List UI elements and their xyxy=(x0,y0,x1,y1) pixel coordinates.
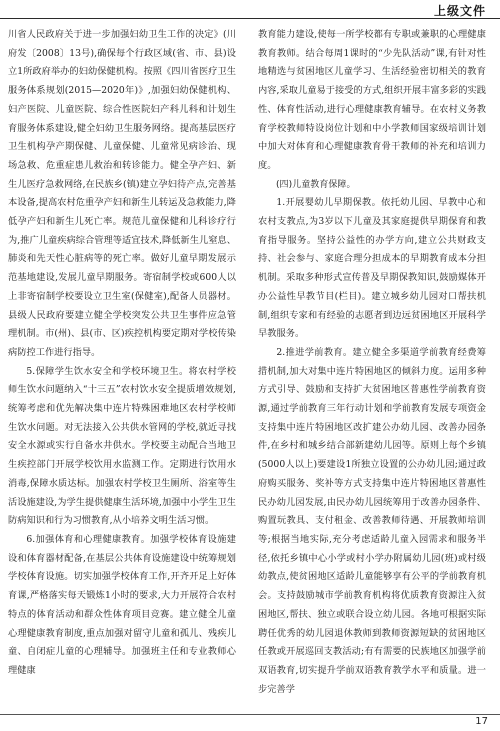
page-number: 17 xyxy=(475,716,488,727)
right-column xyxy=(258,26,486,699)
page-header xyxy=(0,0,500,19)
section-heading: (四)儿童教育保障。 xyxy=(276,179,356,190)
right-paragraph-2: 1.开展婴幼儿早期保教。依托幼儿园、早教中心和农村支教点,为3岁以下儿童及其家庭提供早期保育和教育指导服务。坚持公益性的办学方向,建立公共财政支持、社会参与、家庭合理分担成本的早期教育成本分担机制。采取多种形式宣传普及早期保教知识,鼓励媒体开办公益性早教节目(栏目)。建立城乡幼儿园对口帮扶机制,组织专家和有经验的志愿者到边远贫困地区开展科学早教服务。 xyxy=(258,197,486,340)
footer-rule xyxy=(0,714,500,715)
left-column xyxy=(8,26,236,681)
left-paragraph-2: 5.保障学生饮水安全和学校环境卫生。将农村学校师生饮水问题纳入“十三五”农村饮水安全提质增效规划,统筹考虑和优先解决集中连片特殊困难地区农村学校师生饮水问题。对无法接入公共供水管网的学校,就近寻找安全水源或实行自备水井供水。学校要主动配合当地卫生疾控部门开展学校饮用水监测工作。定期进行饮用水消毒,保障水质达标。加强农村学校卫生厕所、浴室等生活设施建设,为学生提供健康生活环境,加强中小学生卫生防病知识和行为习惯教育,从小培养文明生活习惯。 xyxy=(8,365,236,527)
header-title: 上级文件 xyxy=(433,4,486,18)
left-paragraph-1: 川省人民政府关于进一步加强妇幼卫生工作的决定》(川府发〔2008〕13号),确保每个行政区域(省、市、县)设立1所政府举办的妇幼保健机构。按照《四川省医疗卫生服务体系规划(2015—2020年)》,加强妇幼保健机构、妇产医院、儿童医院、综合性医院妇产科儿科和计划生育服务体系建设,健全妇幼卫生服务网络。提高基层医疗卫生机构孕产期保健、儿童保健、儿童常见病诊治、现场急救、危重症患儿救治和转诊能力。健全孕产妇、新生儿医疗急救网络,在民族乡(镇)建立孕妇待产点,完善基本设备,提高农村危重孕产妇和新生儿转运及急救能力,降低孕产妇和新生儿死亡率。规范儿童保健和儿科诊疗行为,推广儿童疾病综合管理等适宜技术,降低新生儿窒息、肺炎和先天性心脏病等的死亡率。做好儿童早期发展示范基地建设,发展儿童早期服务。寄宿制学校或600人以上非寄宿制学校要设立卫生室(保健室),配备人员器材。县级人民政府要建立健全学校突发公共卫生事件应急管理机制。市(州)、县(市、区)疾控机构要定期对学校传染病防控工作进行指导。 xyxy=(8,29,236,358)
right-paragraph-1: 教育能力建设,使每一所学校都有专职或兼职的心理健康教育教师。结合每周1课时的“少先队活动”课,有针对性地精选与贫困地区儿童学习、生活经验密切相关的教育内容,采取儿童易于接受的方式,组织开展丰富多彩的实践性、体育性活动,进行心理健康教育辅导。在农村义务教育学校教师特设岗位计划和中小学教师国家级培训计划中加大对体育和心理健康教育骨干教师的补充和培训力度。 xyxy=(258,29,486,171)
left-paragraph-3: 6.加强体育和心理健康教育。加强学校体育设施建设和体育器材配备,在基层公共体育设施建设中统筹规划学校体育设施。切实加强学校体育工作,开齐开足上好体育课,严格落实每天锻炼1小时的要求,大力开展符合农村特点的体育活动和群众性体育项目竞赛。建立健全儿童心理健康教育制度,重点加强对留守儿童和孤儿、残疾儿童、自闭症儿童的心理辅导。加强班主任和专业教师心理健康 xyxy=(8,533,236,676)
right-paragraph-3: 2.推进学前教育。建立健全多渠道学前教育经费筹措机制,加大对集中连片特困地区的倾斜力度。运用多种方式引导、鼓励和支持扩大贫困地区普惠性学前教育资源,通过学前教育三年行动计划和学前教育发展专项资金支持集中连片特困地区改扩建公办幼儿园、改善办园条件,在乡村和城乡结合部新建幼儿园等。原则上每个乡镇(5000人以上)要建设1所独立设置的公办幼儿园;通过政府购买服务、奖补等方式支持集中连片特困地区普惠性民办幼儿园发展,由民办幼儿园统筹用于改善办园条件、购置玩教具、支付租金、改善教师待遇、开展教师培训等;根据当地实际,充分考虑适龄儿童入园需求和服务半径,依托乡镇中心小学或村小学办附属幼儿园(班)或村级幼教点,使贫困地区适龄儿童能够享有公平的学前教育机会。支持鼓励城市学前教育机构将优质教育资源注入贫困地区,帮扶、独立或联合设立幼儿园。各地可根据实际聘任优秀的幼儿园退休教师到教师资源短缺的贫困地区任教或开展巡回支教活动;有有需要的民族地区加强学前双语教育,切实提升学前双语教育教学水平和质量。进一步完善学 xyxy=(258,346,486,695)
